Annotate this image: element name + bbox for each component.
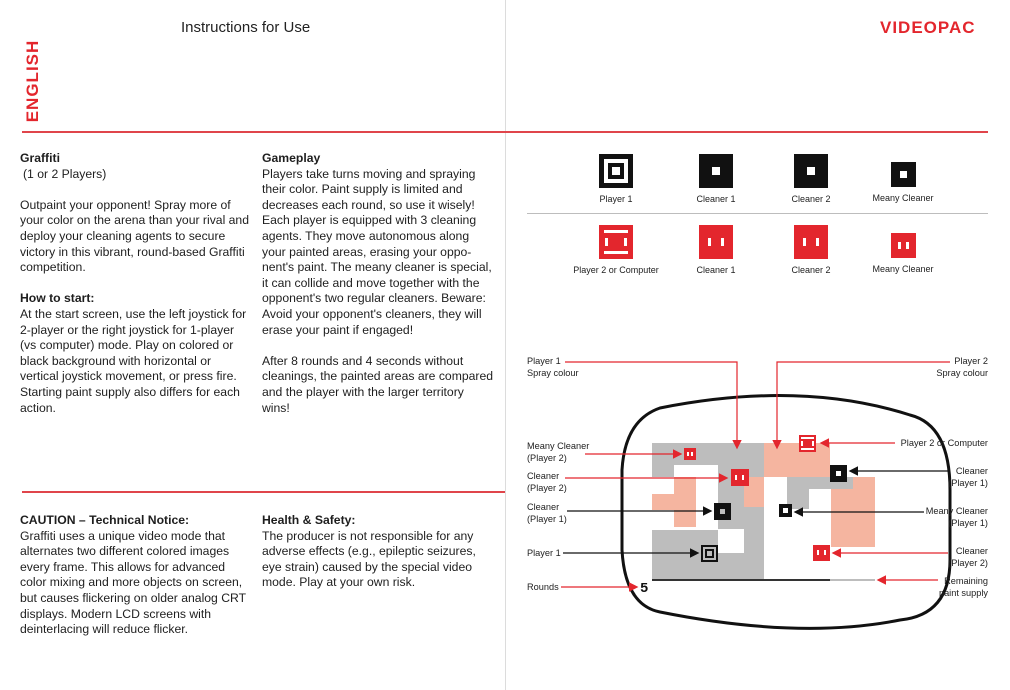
rounds-counter: 5	[640, 581, 649, 597]
player1-icon	[599, 154, 633, 188]
health-heading: Health & Safety:	[262, 513, 356, 527]
how-to-start-heading: How to start:	[20, 291, 95, 306]
black-meany-cleaner-icon	[891, 162, 916, 187]
header-divider	[22, 131, 988, 133]
language-tab	[18, 38, 48, 124]
legend-meany-red	[843, 233, 963, 274]
label-cleaner-player2-left: Cleaner (Player 2)	[527, 471, 567, 493]
gameplay-heading: Gameplay	[262, 151, 321, 165]
label-cleaner-player2-right: Cleaner (Player 2)	[948, 546, 988, 568]
legend-label: Cleaner 2	[791, 194, 831, 204]
game-title: Graffiti	[20, 151, 60, 165]
meany-cleaner-player2-sprite	[684, 448, 696, 460]
label-meany-cleaner-player1: Meany Cleaner (Player 1)	[925, 506, 988, 528]
meany-cleaner-player1-sprite	[779, 504, 792, 517]
game-screen-diagram	[505, 340, 1010, 650]
cleaner-player1-right-sprite	[830, 465, 847, 482]
health-section	[262, 513, 497, 591]
legend-label: Player 1	[599, 194, 633, 204]
legend-label: Meany Cleaner	[872, 264, 934, 274]
legend-divider	[527, 213, 988, 214]
label-rounds: Rounds	[527, 582, 559, 592]
red-cleaner-icon	[699, 225, 733, 259]
cleaner-player1-left-sprite	[714, 503, 731, 520]
gameplay-column	[262, 151, 494, 416]
player1-sprite	[701, 545, 718, 562]
black-cleaner-icon	[794, 154, 828, 188]
cleaner-player2-sprite	[731, 469, 749, 486]
label-meany-cleaner-player2: Meany Cleaner (Player 2)	[527, 441, 590, 463]
label-remaining-paint-supply: Remaining paint supply	[938, 576, 988, 598]
caution-section	[20, 513, 250, 638]
gameplay-ending-text: After 8 rounds and 4 seconds without cleanings, the painted areas are compared and the player with the larger territory wins!	[262, 353, 494, 415]
legend-meany-black	[843, 162, 963, 203]
caution-heading: CAUTION – Technical Notice:	[20, 513, 190, 527]
intro-column	[20, 151, 250, 416]
brand-logo: VIDEOPAC	[880, 18, 976, 37]
label-player1: Player 1	[527, 548, 561, 558]
legend-label: Meany Cleaner	[872, 193, 934, 203]
page-title: Instructions for Use	[181, 19, 311, 36]
legend-label: Player 2 or Computer	[573, 265, 659, 275]
section-divider	[22, 491, 505, 493]
black-cleaner-icon	[699, 154, 733, 188]
gameplay-text: Players take turns moving and spraying their color. Paint supply is limited and decreases each round, so use it wisely! Each player is equipped with 3 cleaning agents. They move autonomous along your painted areas, erasing your oppo-nent's paint. The meany cleaner is special, it can collide and move together with the opponent's two regular cleaners. Beware: Avoid your opponent's cleaners, they will erase your paint if engaged!	[262, 166, 492, 337]
how-to-start-text: At the start screen, use the left joystick for 2-player or the right joystick for 1-player (vs computer) mode. Play on colored or black background with horizontal or vertical joystick movement, or press fire. Starting paint supply also differs for each action.	[20, 306, 247, 415]
label-cleaner-player1-left: Cleaner (Player 1)	[527, 502, 567, 524]
label-player2-or-computer: Player 2 or Computer	[900, 438, 988, 448]
label-cleaner-player1-right: Cleaner (Player 1)	[948, 466, 988, 488]
label-player2-spray: Player 2 Spray colour	[936, 356, 988, 378]
red-meany-cleaner-icon	[891, 233, 916, 258]
cleaner-player2-right-sprite	[813, 545, 830, 561]
legend-label: Cleaner 2	[791, 265, 831, 275]
language-label: ENGLISH	[23, 39, 42, 123]
health-text: The producer is not responsible for any adverse effects (e.g., epileptic seizures, eye strain) caused by the special video mode. Play at your own risk.	[262, 528, 476, 590]
player2-icon	[599, 225, 633, 259]
label-player1-spray: Player 1 Spray colour	[527, 356, 579, 378]
caution-text: Graffiti uses a unique video mode that alternates two different colored images every frame. This allows for advanced color mixing and more objects on screen, but causes flickering on older analog CRT displays. Modern LCD screens with deinterlacing will reduce flicker.	[20, 528, 246, 637]
player2-sprite	[799, 435, 816, 452]
legend-label: Cleaner 1	[696, 194, 736, 204]
intro-text: Outpaint your opponent! Spray more of your color on the arena than your rival and deploy your cleaning agents to secure victory in this vibrant, round-based Graffiti competition.	[20, 197, 249, 275]
player-count: (1 or 2 Players)	[23, 166, 107, 181]
legend-label: Cleaner 1	[696, 265, 736, 275]
red-cleaner-icon	[794, 225, 828, 259]
